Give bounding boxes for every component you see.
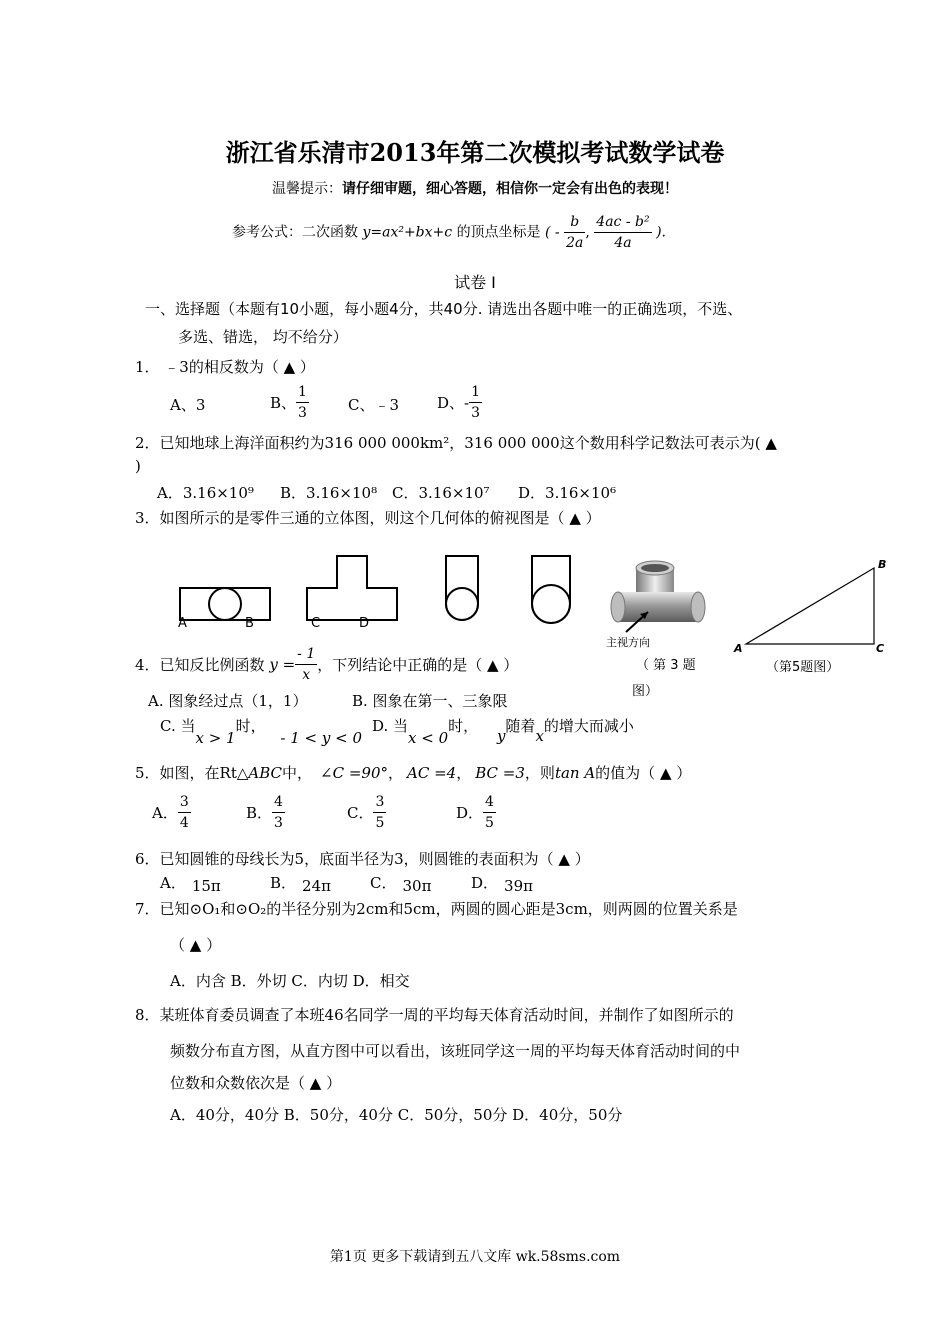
view-a-circle [209,588,241,620]
q7-options: A．内含 B．外切 C．内切 D．相交 [170,972,410,990]
view-d-circle [532,585,570,623]
page-title: 浙江省乐清市2013年第二次模拟考试数学试卷 [225,138,725,167]
q4-option-d: D. 当x < 0时， y随着x的增大而减小 [372,717,634,747]
q8-options: A．40分，40分 B．50分，40分 C．50分，50分 D．40分，50分 [170,1106,623,1124]
tip-prefix: 温馨提示： [272,181,342,197]
question-8-line1: 8．某班体育委员调查了本班46名同学一周的平均每天体育活动时间，并制作了如图所示的 [135,1006,734,1024]
vertex-a: A [734,642,743,655]
q3-view-options-figure [170,548,590,638]
question-8-line3: 位数和众数依次是（ ▲ ） [170,1074,342,1092]
section-heading: 一、选择题（本题有10小题，每小题4分，共40分. 请选出各题中唯一的正确选项，不选、 [145,300,743,318]
q6-option-b: B． 24π [270,874,331,895]
q2-option-a: A．3.16×10⁹ [157,484,254,502]
q6-option-a: A． 15π [160,874,221,895]
q2-option-d: D．3.16×10⁶ [518,484,617,502]
question-8-line2: 频数分布直方图，从直方图中可以看出，该班同学这一周的平均每天体育活动时间的中 [170,1042,741,1060]
q1-option-a: A、3 [170,396,206,414]
view-a-rect [180,588,270,620]
q1-option-b: B、 $\frac{1}{3}$ [270,384,307,421]
vertex-c: C [876,642,885,655]
q5-option-a: A． $\frac{3}{4}$ [152,794,189,831]
question-5-stem: 5．如图，在Rt△ABC中， ∠C =90°， AC =4， BC =3，则tan A的值为（ ▲ ） [135,764,692,782]
formula-prefix: 参考公式：二次函数 [232,224,358,241]
paper-title: 试卷 Ⅰ [454,273,496,292]
q3-figure-caption: （ 第 3 题 [636,658,696,673]
page-footer: 第1页 更多下载请到五八文库 wk.58sms.com [329,1249,621,1265]
view-c-circle [446,588,478,620]
question-7-stem-end: （ ▲ ） [170,936,222,954]
view-label-b: B [245,616,254,631]
tip-line [0,178,950,198]
question-1-stem: 1． ﹣3的相反数为（ ▲ ） [135,358,315,376]
tip-text: 请仔细审题，细心答题，相信你一定会有出色的表现！ [342,181,678,197]
question-6-stem: 6．已知圆锥的母线长为5，底面半径为3，则圆锥的表面积为（ ▲ ） [135,850,590,868]
q1-option-c: C、﹣3 [348,396,400,414]
reference-formula: 参考公式：二次函数 y=ax²+bx+c 的顶点坐标是 ( - $\frac{b}{2a}$ , $\frac{\text{4ac - b²}}{4a}$ ). [232,214,666,251]
q5-triangle-figure [740,560,890,650]
view-label-d: D [359,616,370,631]
question-4-stem: 4．已知反比例函数 y = $\frac{- 1}{x}$ ，下列结论中正确的是（ ▲ ） [135,646,519,683]
q6-option-c: C． 30π [370,874,432,895]
question-2-stem-end: ) [135,457,141,475]
section-heading-line2: 多选、错选， 均不给分） [178,328,348,346]
q2-option-b: B．3.16×10⁸ [280,484,378,502]
view-label-c: C [311,616,321,631]
q5-option-b: B． $\frac{4}{3}$ [246,794,283,831]
view-b-shape [307,556,397,620]
q4-option-b: B. 图象在第一、三象限 [352,692,508,710]
view-label-a: A [178,616,187,631]
question-7-stem: 7．已知⊙O₁和⊙O₂的半径分别为2cm和5cm，两圆的圆心距是3cm，则两圆的位置关系是 [135,900,738,918]
formula-frac-b: $\frac{b}{2a}$ [566,214,584,251]
q4-option-a: A. 图象经过点（1，1） [148,692,308,710]
formula-expr: y=ax²+bx+c [362,224,453,241]
q6-option-d: D． 39π [471,874,533,895]
q4-option-c: C. 当x > 1时， - 1 < y < 0 [160,717,362,747]
question-3-stem: 3．如图所示的是零件三通的立体图，则这个几何体的俯视图是（ ▲ ） [135,509,601,527]
vertex-b: B [878,558,887,571]
q2-option-c: C．3.16×10⁷ [392,484,490,502]
q5-option-d: D． $\frac{4}{5}$ [456,794,494,831]
q1-option-d: D、- $\frac{1}{3}$ [437,384,481,421]
q3-figure-caption-end: 图） [632,684,659,699]
question-2-stem: 2．已知地球上海洋面积约为316 000 000km²，316 000 000这个数用科学记数法可表示为( ▲ [135,434,777,452]
formula-frac-4ac: $\frac{\text{4ac - b²}}{4a}$ [596,214,650,251]
formula-suffix: 的顶点坐标是 [456,224,541,241]
tee-pipe-illustration [608,556,708,640]
q5-option-c: C． $\frac{3}{5}$ [347,794,385,831]
q5-figure-caption: （第5题图） [766,660,840,675]
view-direction-label: 主视方向 [606,636,650,649]
